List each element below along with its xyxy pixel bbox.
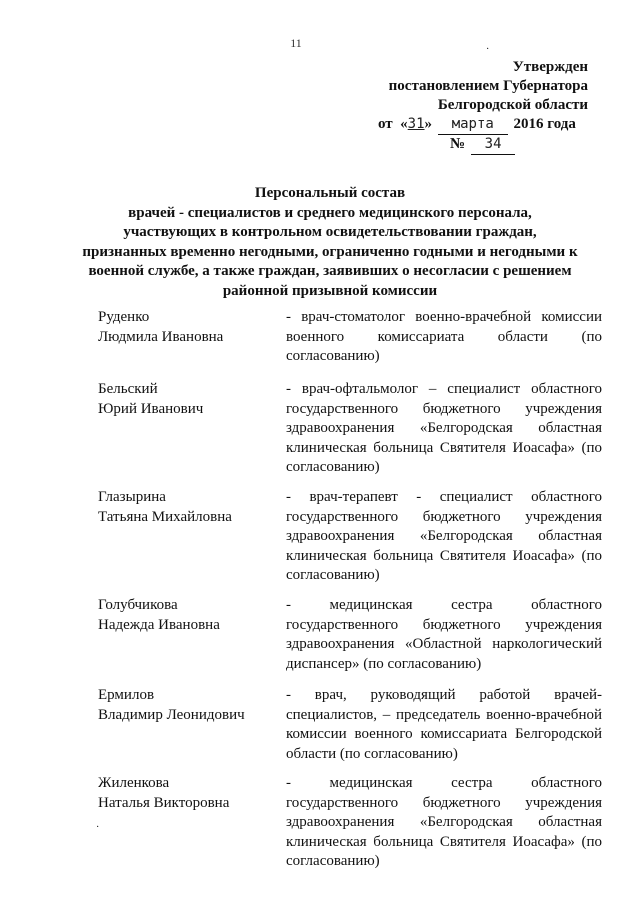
member-given-names: Татьяна Михайловна: [98, 508, 232, 525]
date-day: 31: [407, 116, 425, 132]
title-line-5: военной службе, а также граждан, заявивших о несогласии с решением: [88, 263, 572, 279]
member-name: [98, 686, 286, 764]
member-role: - медицинская сестра областного государственного бюджетного учреждения здравоохранения «Областной наркологический диспансер» (по согласованию): [286, 597, 602, 672]
member-entry: [98, 488, 602, 586]
member-surname: Голубчикова: [98, 597, 178, 613]
scan-speck: ·: [486, 44, 490, 55]
member-given-names: Юрий Иванович: [98, 400, 204, 417]
member-name: [98, 774, 286, 872]
member-role: - врач-терапевт - специалист областного государственного бюджетного учреждения здравоохранения «Белгородская областная клиническая больница Святителя Иоасафа» (по согласованию): [286, 489, 602, 584]
member-surname: Жиленкова: [98, 775, 170, 791]
title-line-1: Персональный состав: [254, 185, 406, 201]
title-line-2: врачей - специалистов и среднего медицинского персонала,: [128, 204, 532, 221]
page-number: 11: [290, 36, 302, 50]
member-name: [98, 308, 286, 367]
date-month: марта: [438, 115, 508, 135]
member-entry: [98, 380, 602, 478]
date-prefix: от: [378, 116, 393, 132]
member-surname: Бельский: [98, 381, 158, 397]
member-entry: [98, 774, 602, 872]
number-sign: №: [450, 136, 466, 152]
approval-block: [378, 58, 588, 155]
approval-date: от «31» марта 2016 года: [378, 115, 588, 135]
date-year: 2016 года: [513, 116, 576, 132]
member-role: - врач-стоматолог военно-врачебной комиссии военного комиссариата области (по согласованию): [286, 309, 602, 365]
title-line-3: участвующих в контрольном освидетельствовании граждан,: [123, 224, 537, 240]
member-given-names: Владимир Леонидович: [98, 706, 245, 723]
member-name: [98, 380, 286, 478]
member-given-names: Наталья Викторовна: [98, 794, 230, 811]
member-surname: Глазырина: [98, 489, 166, 505]
member-surname: Ермилов: [98, 687, 155, 703]
member-given-names: Надежда Ивановна: [98, 616, 220, 633]
document-title: [70, 184, 590, 301]
approval-heading: Утвержден: [512, 59, 588, 75]
member-role: - медицинская сестра областного государственного бюджетного учреждения здравоохранения «Белгородская областная клиническая больница Святителя Иоасафа» (по согласованию): [286, 775, 602, 870]
member-entry: [98, 308, 602, 367]
approval-region: Белгородской области: [437, 97, 588, 113]
decree-number: 34: [471, 135, 515, 155]
title-line-4: признанных временно негодными, ограниченно годными и негодными к: [82, 243, 578, 260]
member-entry: [98, 596, 602, 674]
member-name: [98, 596, 286, 674]
member-name: [98, 488, 286, 586]
member-surname: Руденко: [98, 309, 150, 325]
scan-speck: ·: [96, 822, 100, 833]
approval-number: [378, 135, 588, 155]
title-line-6: районной призывной комиссии: [222, 282, 438, 299]
member-role: - врач, руководящий работой врачей-специалистов, – председатель военно-врачебной комиссии военного комиссариата Белгородской области (по согласованию): [286, 687, 602, 762]
member-role: - врач-офтальмолог – специалист областного государственного бюджетного учреждения здравоохранения «Белгородская областная клиническая больница Святителя Иоасафа» (по согласованию): [286, 381, 602, 476]
approval-decree: постановлением Губернатора: [388, 78, 588, 94]
member-entry: [98, 686, 602, 764]
member-given-names: Людмила Ивановна: [98, 328, 224, 345]
